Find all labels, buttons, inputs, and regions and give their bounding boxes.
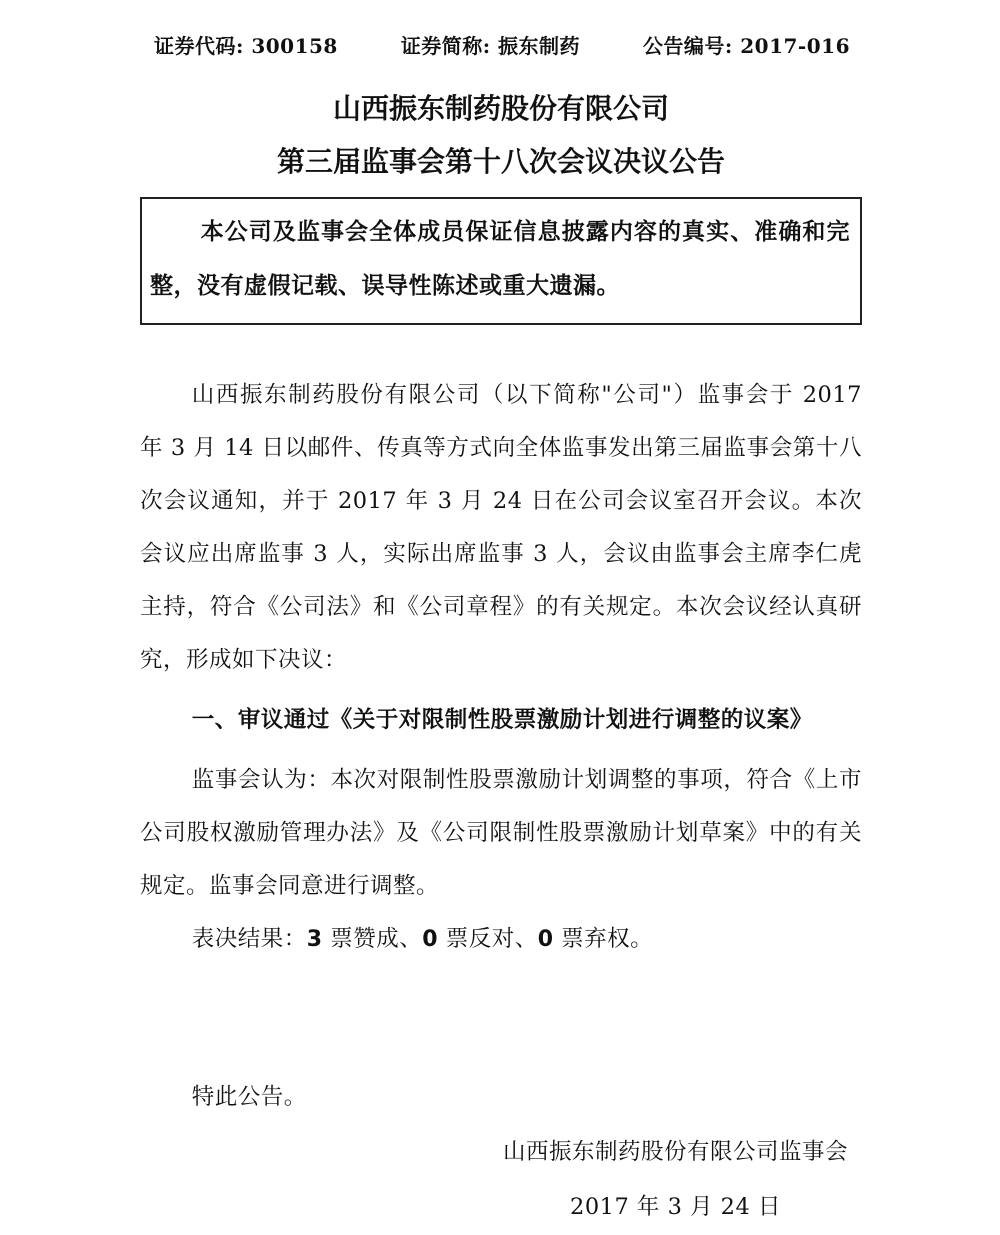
signature-company: 山西振东制药股份有限公司监事会 <box>502 1139 848 1165</box>
vote-against-count: 0 <box>422 927 439 952</box>
stock-abbreviation: 证券简称: 振东制药 <box>400 34 581 58</box>
signature-date: 2017 年 3 月 24 日 <box>570 1194 781 1220</box>
vote-for-label: 票赞成、 <box>322 926 423 952</box>
resolution-heading: 一、审议通过《关于对限制性股票激励计划进行调整的议案》 <box>191 707 813 733</box>
document-body <box>140 369 862 1235</box>
resolution-opinion-paragraph: 监事会认为：本次对限制性股票激励计划调整的事项，符合《上市公司股权激励管理办法》及《公司限制性股票激励计划草案》中的有关规定。监事会同意进行调整。 <box>140 767 862 899</box>
vote-abstain-count: 0 <box>537 927 554 952</box>
document-content <box>140 0 862 1235</box>
disclaimer-box <box>140 197 862 325</box>
vote-against-label: 票反对、 <box>438 926 538 952</box>
vote-for-count: 3 <box>306 927 323 952</box>
closing-notice: 特此公告。 <box>191 1084 307 1110</box>
announcement-number: 公告编号: 2017-016 <box>642 34 850 58</box>
company-title: 山西振东制药股份有限公司 <box>332 92 669 125</box>
vote-abstain-label: 票弃权。 <box>553 926 654 952</box>
meeting-intro-paragraph: 山西振东制药股份有限公司（以下简称"公司"）监事会于 2017 年 3 月 14 日以邮件、传真等方式向全体监事发出第三届监事会第十八次会议通知，并于 2017 年 3 月 24 日在公司会议室召开会议。本次会议应出席监事 3 人，实际出席监事 3 人，会议由监事会主席李仁虎主持，符合《公司法》和《公司章程》的有关规定。本次会议经认真研究，形成如下决议： <box>140 382 862 673</box>
stock-code: 证券代码: 300158 <box>154 34 338 58</box>
document-meta-row <box>140 0 862 59</box>
disclaimer-text: 本公司及监事会全体成员保证信息披露内容的真实、准确和完整，没有虚假记载、误导性陈述或重大遗漏。 <box>150 218 850 299</box>
signature-block <box>503 1126 848 1235</box>
document-title: 第三届监事会第十八次会议决议公告 <box>276 145 725 178</box>
vote-prefix: 表决结果： <box>191 926 307 952</box>
vote-result-line <box>140 913 862 966</box>
